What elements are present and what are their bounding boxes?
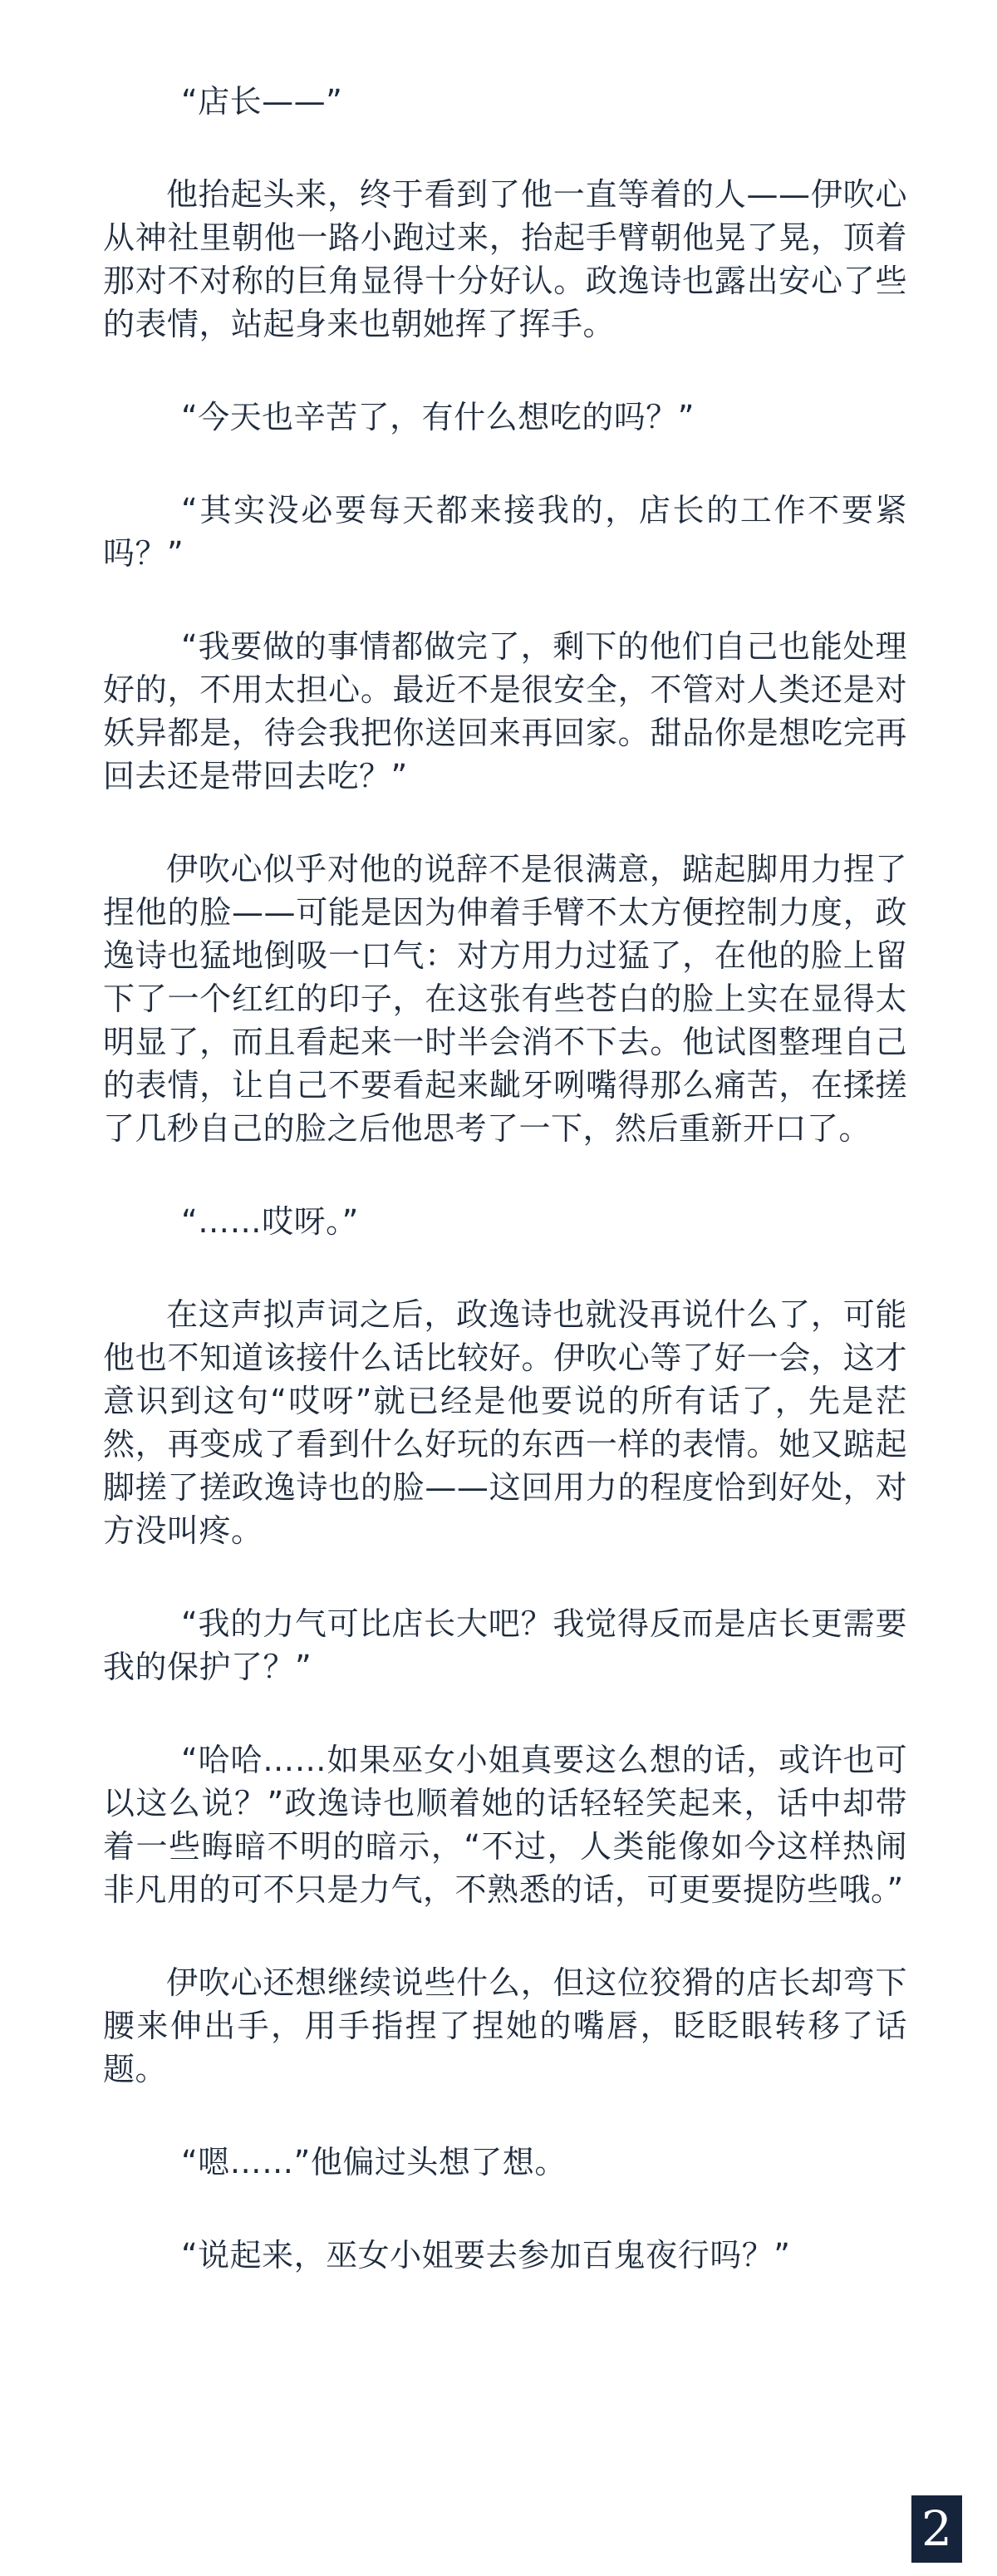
story-text [103,80,907,2327]
paragraph-9: “我的力气可比店长大吧？我觉得反而是店长更需要我的保护了？” [103,1605,907,1685]
paragraph-4: “其实没必要每天都来接我的，店长的工作不要紧吗？” [103,492,907,572]
page-number-badge: 2 [911,2495,962,2563]
paragraph-10: “哈哈……如果巫女小姐真要这么想的话，或许也可以这么说？”政逸诗也顺着她的话轻轻笑起来，话中却带着一些晦暗不明的暗示，“不过，人类能像如今这样热闹非凡用的可不只是力气，不熟悉的话，可更要提防些哦。” [103,1742,907,1908]
paragraph-8: 在这声拟声词之后，政逸诗也就没再说什么了，可能他也不知道该接什么话比较好。伊吹心等了好一会，这才意识到这句“哎呀”就已经是他要说的所有话了，先是茫然，再变成了看到什么好玩的东西一样的表情。她又踮起脚搓了搓政逸诗也的脸——这回用力的程度恰到好处，对方没叫疼。 [103,1296,907,1549]
paragraph-5: “我要做的事情都做完了，剩下的他们自己也能处理好的，不用太担心。最近不是很安全，不管对人类还是对妖异都是，待会我把你送回来再回家。甜品你是想吃完再回去还是带回去吃？” [103,628,907,794]
paragraph-1: “店长——” [181,83,343,120]
paragraph-6: 伊吹心似乎对他的说辞不是很满意，踮起脚用力捏了捏他的脸——可能是因为伸着手臂不太方便控制力度，政逸诗也猛地倒吸一口气：对方用力过猛了，在他的脸上留下了一个红红的印子，在这张有些苍白的脸上实在显得太明显了，而且看起来一时半会消不下去。他试图整理自己的表情，让自己不要看起来龇牙咧嘴得那么痛苦，在揉搓了几秒自己的脸之后他思考了一下，然后重新开口了。 [103,851,907,1147]
paragraph-11: 伊吹心还想继续说些什么，但这位狡猾的店长却弯下腰来伸出手，用手指捏了捏她的嘴唇，眨眨眼转移了话题。 [103,1964,907,2087]
paragraph-3: “今天也辛苦了，有什么想吃的吗？” [181,399,695,435]
paragraph-12: “嗯……”他偏过头想了想。 [181,2144,567,2180]
paragraph-7: “……哎呀。” [181,1203,359,1240]
paragraph-13: “说起来，巫女小姐要去参加百鬼夜行吗？” [181,2237,791,2274]
paragraph-2: 他抬起头来，终于看到了他一直等着的人——伊吹心从神社里朝他一路小跑过来，抬起手臂朝他晃了晃，顶着那对不对称的巨角显得十分好认。政逸诗也露出安心了些的表情，站起身来也朝她挥了挥手。 [103,176,907,342]
